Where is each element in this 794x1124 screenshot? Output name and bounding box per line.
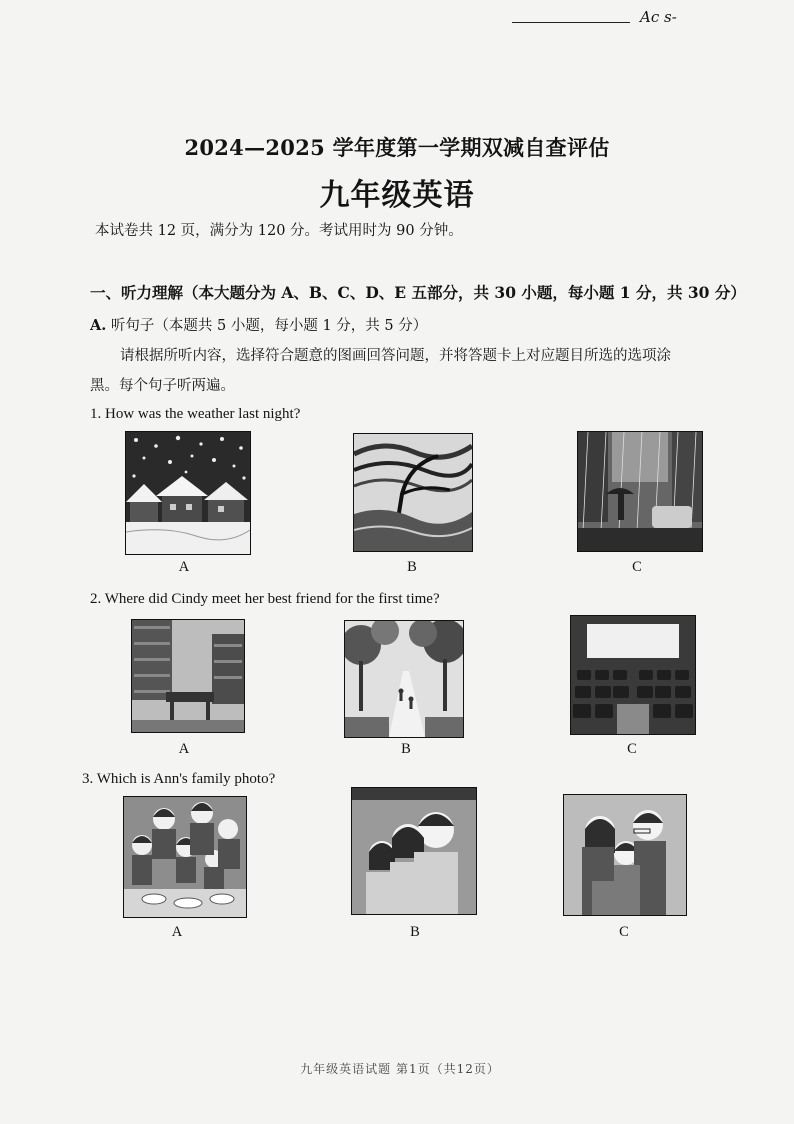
q2-option-b-label: B [401, 741, 411, 757]
handwritten-mark: Ac s- [640, 8, 677, 26]
instruction-line-1: 请根据所听内容，选择符合题意的图画回答问题，并将答题卡上对应题目所选的选项涂 [120, 348, 671, 364]
large-family-dinner-image [123, 796, 247, 918]
q3-option-c-label: C [619, 924, 629, 940]
park-image [344, 620, 464, 738]
question-1-text: 1. How was the weather last night? [90, 406, 301, 422]
question-2-text: 2. Where did Cindy meet her best friend for the first time? [90, 591, 440, 607]
name-underline [512, 22, 630, 23]
q2-option-c-label: C [627, 741, 637, 757]
q3-option-a-label: A [171, 924, 183, 940]
exam-intro: 本试卷共 12 页，满分为 120 分。考试用时为 90 分钟。 [95, 223, 463, 239]
rainy-street-image [577, 431, 703, 552]
cinema-image [570, 615, 696, 735]
page-footer: 九年级英语试题 第1页（共12页） [300, 1062, 500, 1076]
part-a-label: A. [90, 317, 107, 334]
part-a-title: 听句子（本题共 5 小题，每小题 1 分，共 5 分） [110, 318, 428, 334]
exam-title: 2024—2025 学年度第一学期双减自查评估 [184, 135, 610, 160]
top-handwriting [512, 8, 692, 30]
subject-title: 九年级英语 [319, 178, 475, 213]
q1-option-c-label: C [632, 559, 642, 575]
q2-option-a-label: A [178, 741, 190, 757]
family-of-four-image [563, 794, 687, 916]
part-a-heading [90, 314, 427, 335]
family-of-three-image [351, 787, 477, 915]
instruction-line-2: 黑。每个句子听两遍。 [90, 378, 235, 394]
stormy-wind-image [353, 433, 473, 552]
library-image [131, 619, 245, 733]
q1-option-a-label: A [178, 559, 190, 575]
snowy-village-image [125, 431, 251, 555]
q1-option-b-label: B [407, 559, 417, 575]
question-3-text: 3. Which is Ann's family photo? [82, 771, 276, 787]
q3-option-b-label: B [410, 924, 420, 940]
section-heading: 一、听力理解（本大题分为 A、B、C、D、E 五部分，共 30 小题，每小题 1 分，共 30 分） [90, 283, 746, 302]
